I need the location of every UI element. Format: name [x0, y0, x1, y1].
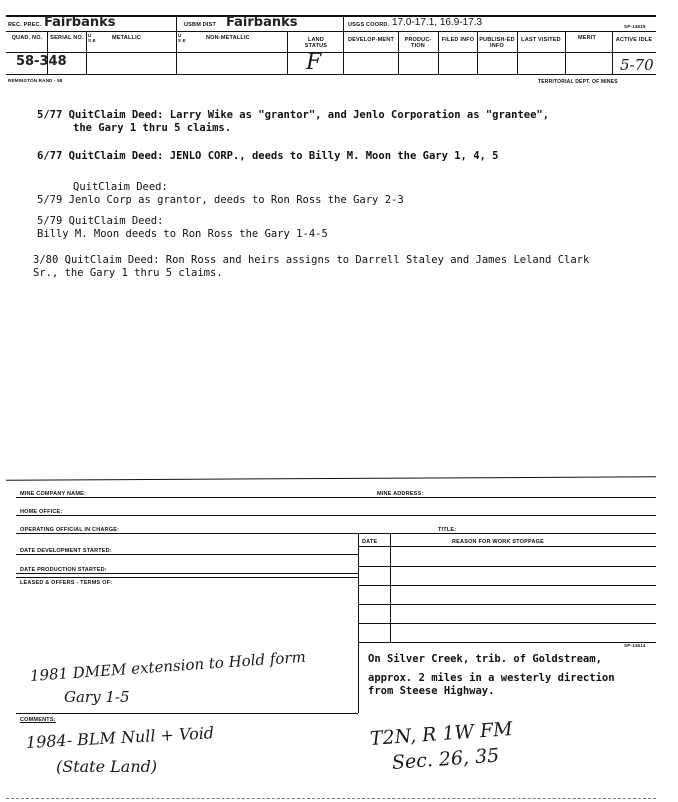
form-number-2: SP-14614 — [624, 643, 646, 648]
col-active-idle: ACTIVE IDLE — [615, 37, 653, 43]
stoppage-row — [358, 642, 656, 643]
entry-4-cont: Billy M. Moon deeds to Ron Ross the Gary 1-4-5 — [37, 228, 328, 240]
col-filed-info: FILED INFO — [441, 37, 475, 43]
header-rule-2 — [6, 31, 656, 32]
entry-3-heading: QuitClaim Deed: — [73, 181, 168, 193]
col-sep — [612, 31, 613, 74]
col-development: DEVELOP-MENT — [347, 37, 395, 43]
comments-rule — [16, 713, 358, 714]
active-idle-value: 5-70 — [620, 56, 654, 74]
location-line-2: approx. 2 miles in a westerly direction — [368, 672, 615, 684]
entry-3 — [37, 194, 404, 207]
col-land-status: LAND STATUS — [304, 37, 328, 49]
reason-col-label: REASON FOR WORK STOPPAGE — [452, 539, 544, 545]
footer-right: TERRITORIAL DEPT. OF MINES — [538, 79, 618, 85]
entry-1 — [37, 109, 549, 122]
form-rule — [16, 577, 358, 578]
col-sep — [398, 31, 399, 74]
entry-text: QuitClaim Deed: Larry Wike as "grantor", and Jenlo Corporation as "grantee", — [68, 109, 550, 121]
form-rule — [16, 554, 358, 555]
entry-5 — [33, 254, 589, 267]
usgs-coord-value: 17.0-17.1, 16.9-17.3 — [392, 17, 483, 28]
col-sep — [343, 15, 344, 74]
stoppage-row — [358, 604, 656, 605]
usgs-coord-label: USGS COORD. — [348, 22, 390, 28]
form-rule — [16, 515, 656, 516]
mine-company-name-label: MINE COMPANY NAME: — [20, 491, 87, 497]
form-top-rule — [6, 476, 656, 480]
entry-date: 6/77 — [37, 150, 63, 162]
entry-text: QuitClaim Deed: — [68, 215, 164, 227]
col-use-2: U S E — [178, 33, 186, 43]
handwritten-note-2: Gary 1-5 — [64, 688, 130, 706]
col-quad-no: QUAD. NO. — [11, 35, 43, 41]
date-production-label: DATE PRODUCTION STARTED: — [20, 567, 107, 573]
col-sep — [176, 15, 177, 74]
entry-text: QuitClaim Deed: JENLO CORP., deeds to Billy M. Moon the Gary 1, 4, 5 — [68, 150, 499, 162]
operating-official-label: OPERATING OFFICIAL IN CHARGE: — [20, 527, 120, 533]
form-vsep — [358, 533, 359, 713]
col-merit: MERIT — [578, 35, 597, 41]
stoppage-row — [358, 623, 656, 624]
land-status-value: F — [306, 50, 322, 75]
date-development-label: DATE DEVELOPMENT STARTED: — [20, 548, 112, 554]
col-sep — [287, 31, 288, 74]
form-rule — [358, 546, 656, 547]
stoppage-row — [358, 566, 656, 567]
rec-prec-value: Fairbanks — [44, 15, 116, 30]
usbm-dist-value: Fairbanks — [226, 15, 298, 30]
entry-date: 5/79 — [37, 215, 63, 227]
entry-date: 5/77 — [37, 109, 63, 121]
col-published-info: PUBLISH-ED INFO — [479, 37, 515, 49]
col-sep — [565, 31, 566, 74]
date-col-label: DATE — [362, 539, 378, 545]
entry-date: 3/80 — [33, 254, 59, 266]
form-rule — [16, 533, 656, 534]
footer-left: REMINGTON RAND - 58 — [8, 78, 63, 83]
entry-5-cont: Sr., the Gary 1 thru 5 claims. — [33, 267, 223, 279]
bottom-edge — [6, 798, 656, 799]
location-line-1: On Silver Creek, trib. of Goldstream, — [368, 653, 602, 665]
handwritten-township: T2N, R 1W FM — [369, 718, 514, 750]
col-use-1: U S E — [88, 33, 96, 43]
col-sep — [477, 31, 478, 74]
handwritten-section: Sec. 26, 35 — [391, 744, 500, 774]
location-line-3: from Steese Highway. — [368, 685, 495, 697]
rec-prec-label: REC. PREC. — [8, 22, 42, 28]
entry-text: Jenlo Corp as grantor, deeds to Ron Ross the Gary 2-3 — [68, 194, 404, 206]
usbm-dist-label: USBM DIST — [184, 22, 217, 28]
title-label: TITLE: — [438, 527, 457, 533]
col-sep — [438, 31, 439, 74]
comments-label: COMMENTS: — [20, 717, 56, 723]
date-col-sep — [390, 533, 391, 642]
form-rule — [16, 573, 358, 574]
handwritten-note-4: (State Land) — [56, 757, 158, 776]
header-rule-4 — [6, 74, 656, 75]
col-last-visited: LAST VISITED — [521, 37, 561, 43]
col-serial-no: SERIAL NO. — [50, 35, 84, 41]
home-office-label: HOME OFFICE: — [20, 509, 63, 515]
entry-2 — [37, 150, 499, 163]
col-sep — [86, 31, 87, 74]
mine-address-label: MINE ADDRESS: — [377, 491, 424, 497]
handwritten-note-3: 1984- BLM Null + Void — [25, 723, 215, 752]
col-metallic: METALLIC — [112, 35, 141, 41]
col-production: PRODUC-TION — [404, 37, 432, 49]
leased-label: LEASED & OFFERS - TERMS OF: — [20, 580, 113, 586]
entry-4 — [37, 215, 163, 228]
col-sep — [517, 31, 518, 74]
col-non-metallic: NON-METALLIC — [206, 35, 250, 41]
stoppage-row — [358, 585, 656, 586]
entry-1-cont: the Gary 1 thru 5 claims. — [73, 122, 232, 134]
handwritten-note-1: 1981 DMEM extension to Hold form — [29, 647, 307, 685]
form-number: SP-14615 — [624, 24, 646, 29]
entry-text: QuitClaim Deed: Ron Ross and heirs assigns to Darrell Staley and James Leland Clark — [64, 254, 590, 266]
header-rule-3 — [6, 52, 656, 53]
quad-serial-value: 58-348 — [16, 54, 67, 69]
entry-date: 5/79 — [37, 194, 63, 206]
form-rule — [16, 497, 656, 498]
